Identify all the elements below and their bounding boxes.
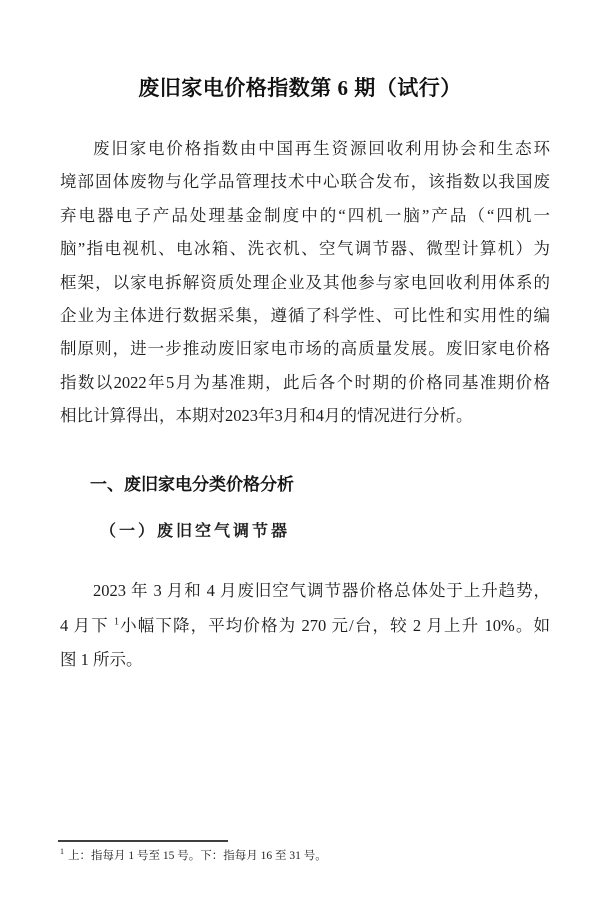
analysis-paragraph xyxy=(60,574,550,678)
intro-line: 指数以2022年5月为基准期，此后各个时期的价格同基准期价格 xyxy=(60,372,550,392)
analysis-line-text: 小幅下降，平均价格为 270 元/台，较 2 月上升 10%。如 xyxy=(118,615,550,635)
analysis-line-text: 4 月下 xyxy=(60,615,114,635)
footnote-reference: 1 xyxy=(113,616,119,627)
subsection-heading: （一）废旧空气调节器 xyxy=(100,523,291,540)
intro-line: 相比计算得出，本期对2023年3月和4月的情况进行分析。 xyxy=(60,406,473,426)
intro-line: 境部固体废物与化学品管理技术中心联合发布，该指数以我国废 xyxy=(60,172,550,192)
intro-line: 框架，以家电拆解资质处理企业及其他参与家电回收利用体系的 xyxy=(60,272,550,292)
footnote-text: 上：指每月 1 号至 15 号。下：指每月 16 至 31 号。 xyxy=(68,850,327,862)
intro-line: 脑”指电视机、电冰箱、洗衣机、空气调节器、微型计算机）为 xyxy=(60,239,550,259)
intro-line: 制原则，进一步推动废旧家电市场的高质量发展。废旧家电价格 xyxy=(60,339,550,359)
analysis-line: 2023 年 3 月和 4 月废旧空气调节器价格总体处于上升趋势， xyxy=(93,581,550,600)
section-heading: 一、废旧家电分类价格分析 xyxy=(90,475,294,494)
analysis-line: 图 1 所示。 xyxy=(60,650,143,669)
analysis-line xyxy=(60,609,550,644)
intro-line: 废旧家电价格指数由中国再生资源回收利用协会和生态环 xyxy=(93,139,550,158)
intro-line: 弃电器电子产品处理基金制度中的“四机一脑”产品（“四机一 xyxy=(60,205,550,225)
footnote-separator xyxy=(58,840,228,842)
intro-line: 企业为主体进行数据采集，遵循了科学性、可比性和实用性的编 xyxy=(60,306,550,326)
document-title: 废旧家电价格指数第 6 期（试行） xyxy=(138,76,462,100)
intro-paragraph xyxy=(60,132,550,433)
footnote xyxy=(60,848,560,864)
footnote-marker: 1 xyxy=(60,847,64,857)
